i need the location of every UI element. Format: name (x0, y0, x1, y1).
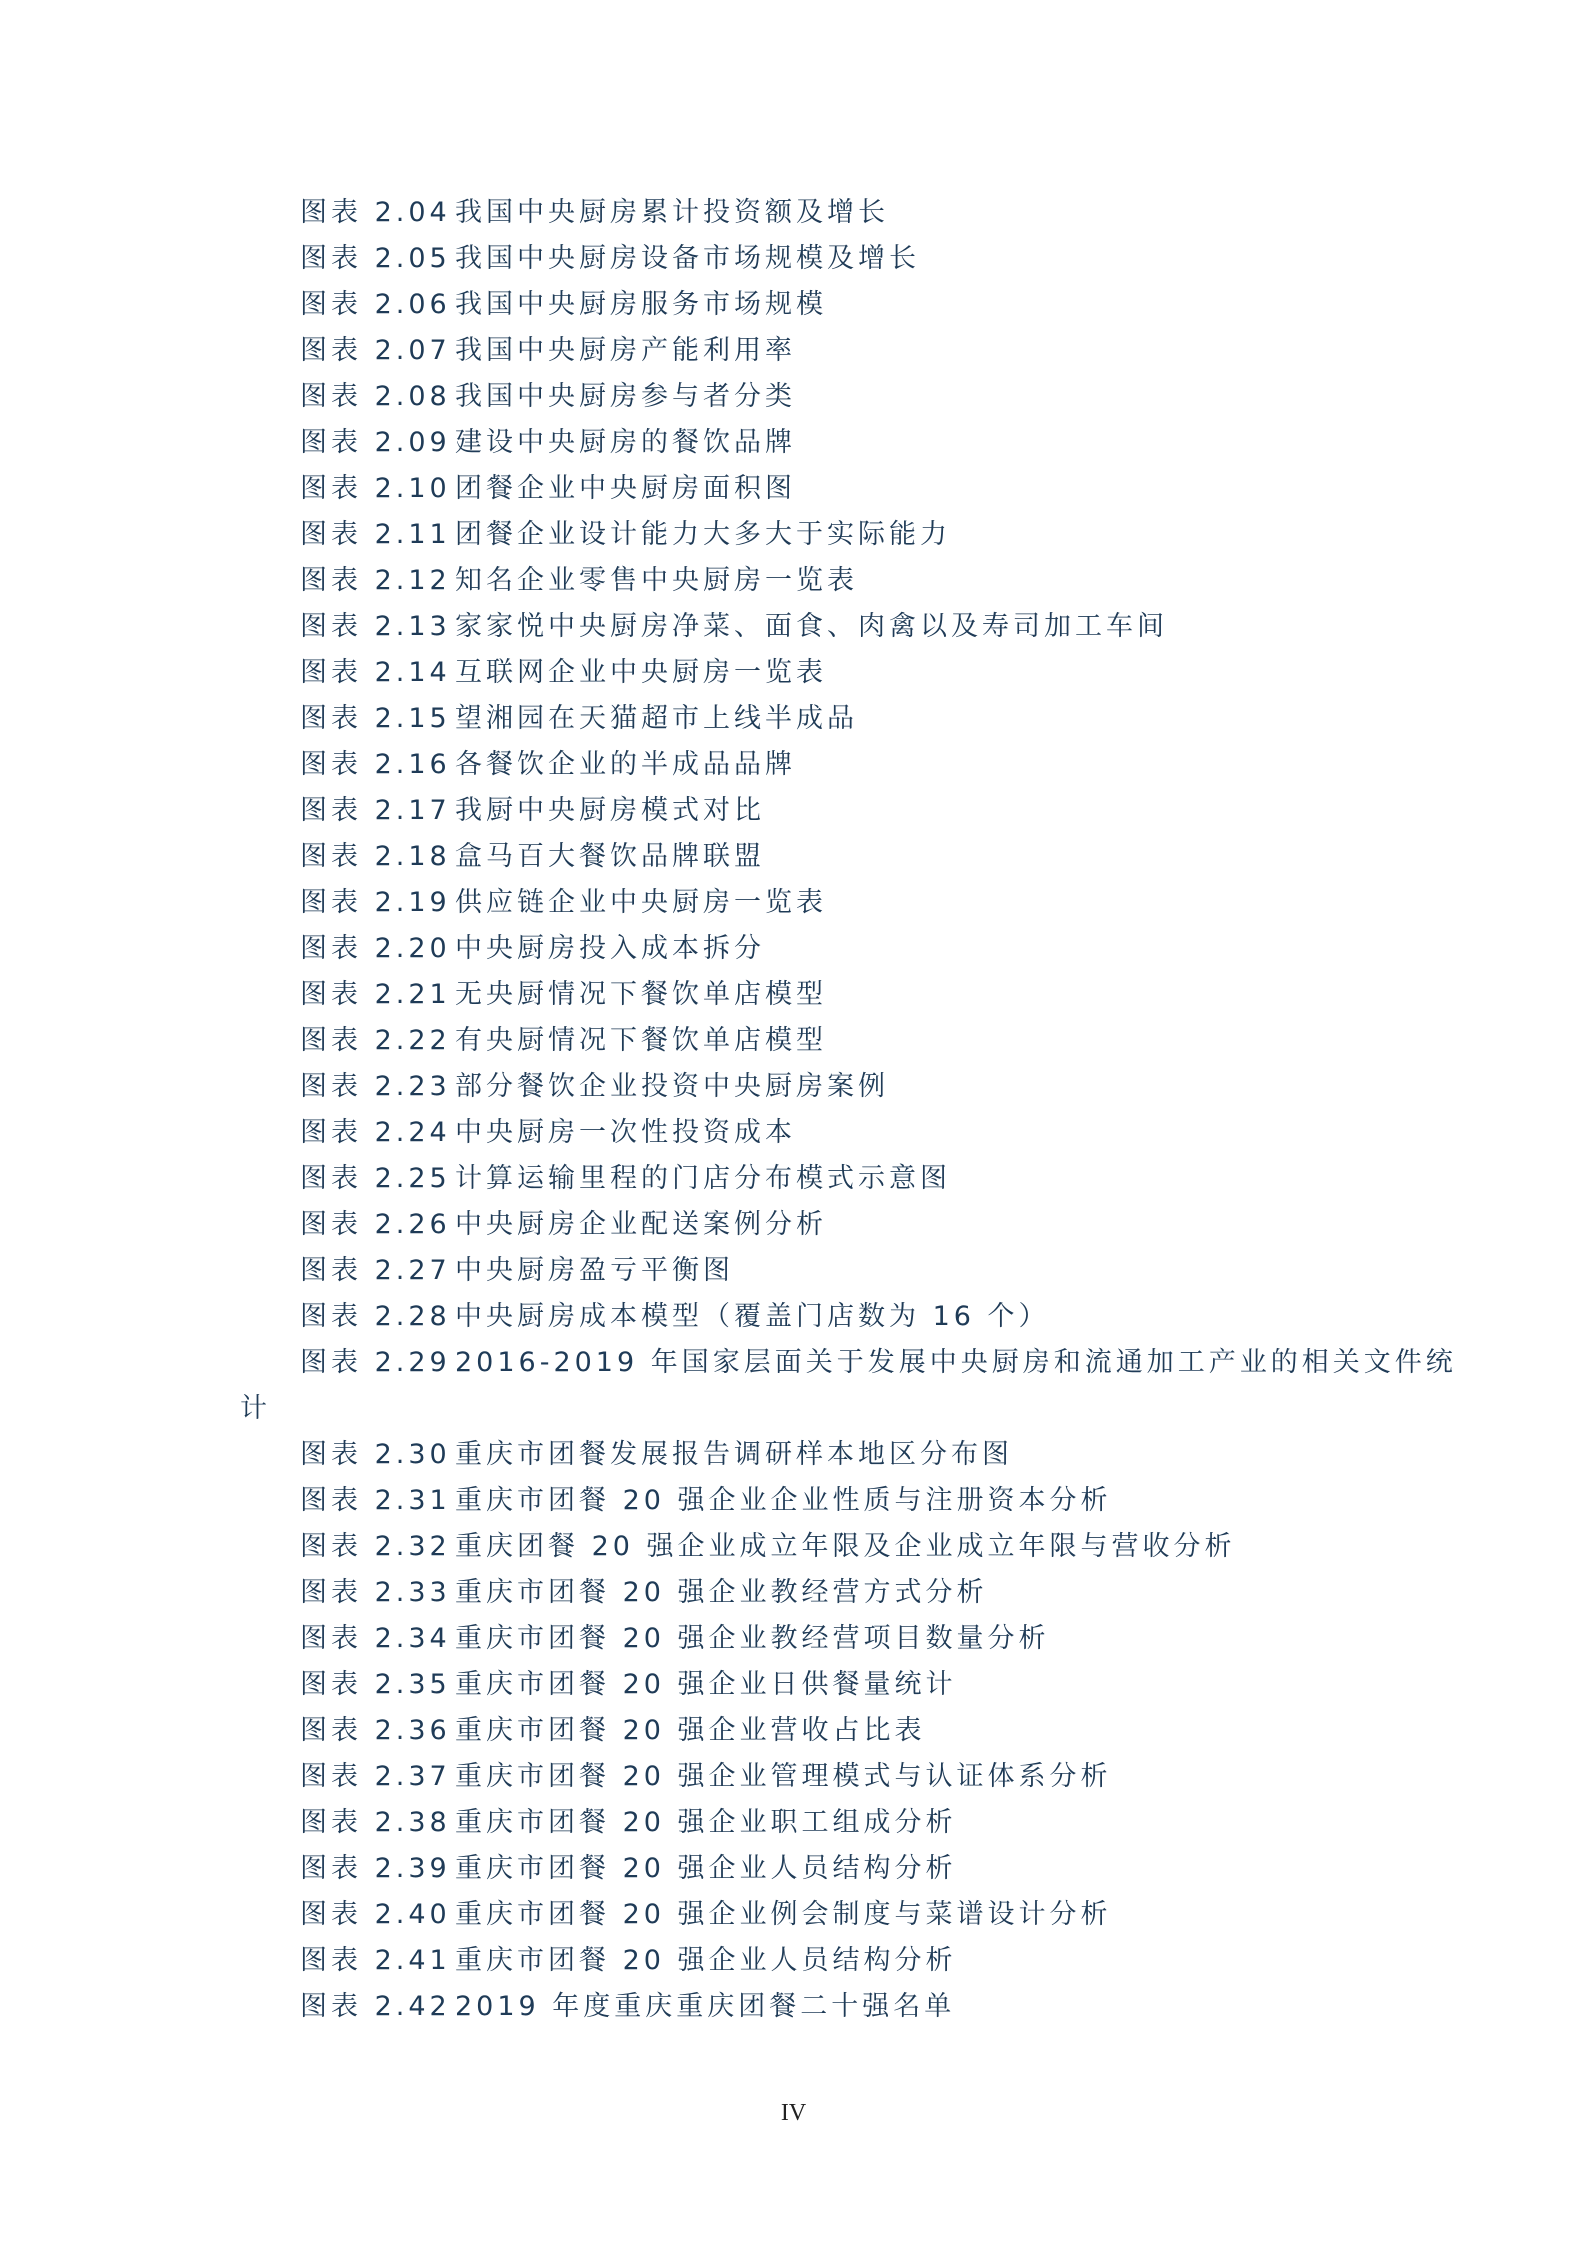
figure-number: 图表 2.26 (300, 1209, 451, 1240)
figure-number: 图表 2.37 (300, 1761, 451, 1792)
figure-entry[interactable] (300, 466, 1390, 512)
figure-entry[interactable] (300, 1846, 1390, 1892)
figure-number: 图表 2.27 (300, 1255, 451, 1286)
figure-number: 图表 2.08 (300, 381, 451, 412)
figure-title: 重庆市团餐 20 强企业人员结构分析 (455, 1853, 957, 1884)
figure-number: 图表 2.29 (300, 1347, 451, 1378)
figure-number: 图表 2.13 (300, 611, 451, 642)
figure-number: 图表 2.32 (300, 1531, 451, 1562)
figure-entry[interactable] (300, 696, 1390, 742)
figure-entry[interactable] (300, 420, 1390, 466)
figure-entry[interactable] (300, 834, 1390, 880)
figure-entry[interactable] (300, 1156, 1390, 1202)
figure-title: 2016-2019 年国家层面关于发展中央厨房和流通加工产业的相关文件统 (455, 1347, 1457, 1378)
figure-entry[interactable] (300, 1616, 1390, 1662)
figure-entry[interactable] (300, 282, 1390, 328)
figure-title: 中央厨房成本模型（覆盖门店数为 16 个） (455, 1301, 1050, 1332)
figure-number: 图表 2.36 (300, 1715, 451, 1746)
figure-title: 建设中央厨房的餐饮品牌 (455, 427, 796, 458)
figure-title: 团餐企业设计能力大多大于实际能力 (455, 519, 951, 550)
figure-number: 图表 2.10 (300, 473, 451, 504)
figure-list (240, 190, 1457, 2030)
figure-entry[interactable] (300, 742, 1390, 788)
figure-entry[interactable] (300, 788, 1390, 834)
figure-title: 重庆市团餐 20 强企业职工组成分析 (455, 1807, 957, 1838)
figure-entry[interactable] (300, 1984, 1390, 2030)
figure-number: 图表 2.28 (300, 1301, 451, 1332)
figure-number: 图表 2.20 (300, 933, 451, 964)
figure-number: 图表 2.18 (300, 841, 451, 872)
figure-number: 图表 2.34 (300, 1623, 451, 1654)
figure-title: 我国中央厨房产能利用率 (455, 335, 796, 366)
figure-title: 有央厨情况下餐饮单店模型 (455, 1025, 827, 1056)
figure-title: 我国中央厨房累计投资额及增长 (455, 197, 889, 228)
figure-number: 图表 2.11 (300, 519, 451, 550)
figure-entry[interactable] (300, 190, 1390, 236)
figure-title: 供应链企业中央厨房一览表 (455, 887, 827, 918)
figure-number: 图表 2.24 (300, 1117, 451, 1148)
figure-entry[interactable] (300, 1110, 1390, 1156)
figure-entry[interactable] (300, 1248, 1390, 1294)
figure-number: 图表 2.05 (300, 243, 451, 274)
figure-entry[interactable] (300, 1294, 1390, 1340)
figure-title: 重庆市团餐 20 强企业营收占比表 (455, 1715, 926, 1746)
figure-number: 图表 2.42 (300, 1991, 451, 2022)
figure-entry[interactable] (300, 1570, 1390, 1616)
figure-entry[interactable] (300, 328, 1390, 374)
figure-number: 图表 2.38 (300, 1807, 451, 1838)
figure-entry[interactable] (240, 1340, 1457, 1432)
figure-number: 图表 2.19 (300, 887, 451, 918)
figure-title: 盒马百大餐饮品牌联盟 (455, 841, 765, 872)
figure-title: 重庆市团餐 20 强企业日供餐量统计 (455, 1669, 957, 1700)
figure-entry[interactable] (300, 926, 1390, 972)
figure-number: 图表 2.21 (300, 979, 451, 1010)
figure-title: 部分餐饮企业投资中央厨房案例 (455, 1071, 889, 1102)
figure-number: 图表 2.33 (300, 1577, 451, 1608)
figure-entry[interactable] (300, 1754, 1390, 1800)
figure-title: 知名企业零售中央厨房一览表 (455, 565, 858, 596)
figure-title: 2019 年度重庆重庆团餐二十强名单 (455, 1991, 956, 2022)
figure-entry[interactable] (300, 1800, 1390, 1846)
figure-title: 重庆市团餐发展报告调研样本地区分布图 (455, 1439, 1013, 1470)
figure-entry[interactable] (300, 972, 1390, 1018)
figure-title: 重庆市团餐 20 强企业例会制度与菜谱设计分析 (455, 1899, 1112, 1930)
figure-entry[interactable] (300, 512, 1390, 558)
figure-number: 图表 2.39 (300, 1853, 451, 1884)
figure-title: 中央厨房投入成本拆分 (455, 933, 765, 964)
figure-entry[interactable] (300, 1524, 1390, 1570)
figure-number: 图表 2.22 (300, 1025, 451, 1056)
figure-entry[interactable] (300, 374, 1390, 420)
figure-title: 我国中央厨房设备市场规模及增长 (455, 243, 920, 274)
figure-title: 我国中央厨房参与者分类 (455, 381, 796, 412)
figure-entry[interactable] (300, 1064, 1390, 1110)
figure-title: 重庆市团餐 20 强企业教经营方式分析 (455, 1577, 988, 1608)
figure-number: 图表 2.41 (300, 1945, 451, 1976)
figure-number: 图表 2.04 (300, 197, 451, 228)
figure-entry[interactable] (300, 1662, 1390, 1708)
figure-title: 我厨中央厨房模式对比 (455, 795, 765, 826)
figure-entry[interactable] (300, 1708, 1390, 1754)
figure-entry[interactable] (300, 236, 1390, 282)
figure-number: 图表 2.16 (300, 749, 451, 780)
figure-entry[interactable] (300, 1892, 1390, 1938)
figure-title-continuation: 计 (240, 1393, 271, 1424)
figure-title: 家家悦中央厨房净菜、面食、肉禽以及寿司加工车间 (455, 611, 1168, 642)
figure-title: 中央厨房一次性投资成本 (455, 1117, 796, 1148)
figure-number: 图表 2.35 (300, 1669, 451, 1700)
figure-number: 图表 2.31 (300, 1485, 451, 1516)
figure-number: 图表 2.17 (300, 795, 451, 826)
figure-title: 重庆市团餐 20 强企业教经营项目数量分析 (455, 1623, 1050, 1654)
figure-title: 互联网企业中央厨房一览表 (455, 657, 827, 688)
figure-number: 图表 2.30 (300, 1439, 451, 1470)
figure-title: 计算运输里程的门店分布模式示意图 (455, 1163, 951, 1194)
figure-number: 图表 2.15 (300, 703, 451, 734)
figure-number: 图表 2.14 (300, 657, 451, 688)
figure-title: 我国中央厨房服务市场规模 (455, 289, 827, 320)
figure-entry[interactable] (300, 880, 1390, 926)
figure-title: 中央厨房盈亏平衡图 (455, 1255, 734, 1286)
figure-entry[interactable] (300, 1202, 1390, 1248)
figure-title: 重庆市团餐 20 强企业管理模式与认证体系分析 (455, 1761, 1112, 1792)
figure-number: 图表 2.40 (300, 1899, 451, 1930)
figure-title: 无央厨情况下餐饮单店模型 (455, 979, 827, 1010)
figure-title: 各餐饮企业的半成品品牌 (455, 749, 796, 780)
figure-entry[interactable] (300, 604, 1390, 650)
figure-title: 望湘园在天猫超市上线半成品 (455, 703, 858, 734)
figure-title: 重庆市团餐 20 强企业人员结构分析 (455, 1945, 957, 1976)
figure-number: 图表 2.25 (300, 1163, 451, 1194)
figure-entry[interactable] (300, 558, 1390, 604)
figure-entry[interactable] (300, 1938, 1390, 1984)
figure-number: 图表 2.12 (300, 565, 451, 596)
figure-number: 图表 2.07 (300, 335, 451, 366)
figure-number: 图表 2.09 (300, 427, 451, 458)
figure-entry[interactable] (300, 1018, 1390, 1064)
figure-number: 图表 2.06 (300, 289, 451, 320)
figure-entry[interactable] (300, 650, 1390, 696)
figure-title: 团餐企业中央厨房面积图 (455, 473, 796, 504)
figure-entry[interactable] (300, 1478, 1390, 1524)
figure-title: 重庆团餐 20 强企业成立年限及企业成立年限与营收分析 (455, 1531, 1236, 1562)
figure-entry[interactable] (300, 1432, 1390, 1478)
figure-title: 中央厨房企业配送案例分析 (455, 1209, 827, 1240)
page-number: IV (780, 2100, 807, 2126)
figure-number: 图表 2.23 (300, 1071, 451, 1102)
figure-title: 重庆市团餐 20 强企业企业性质与注册资本分析 (455, 1485, 1112, 1516)
